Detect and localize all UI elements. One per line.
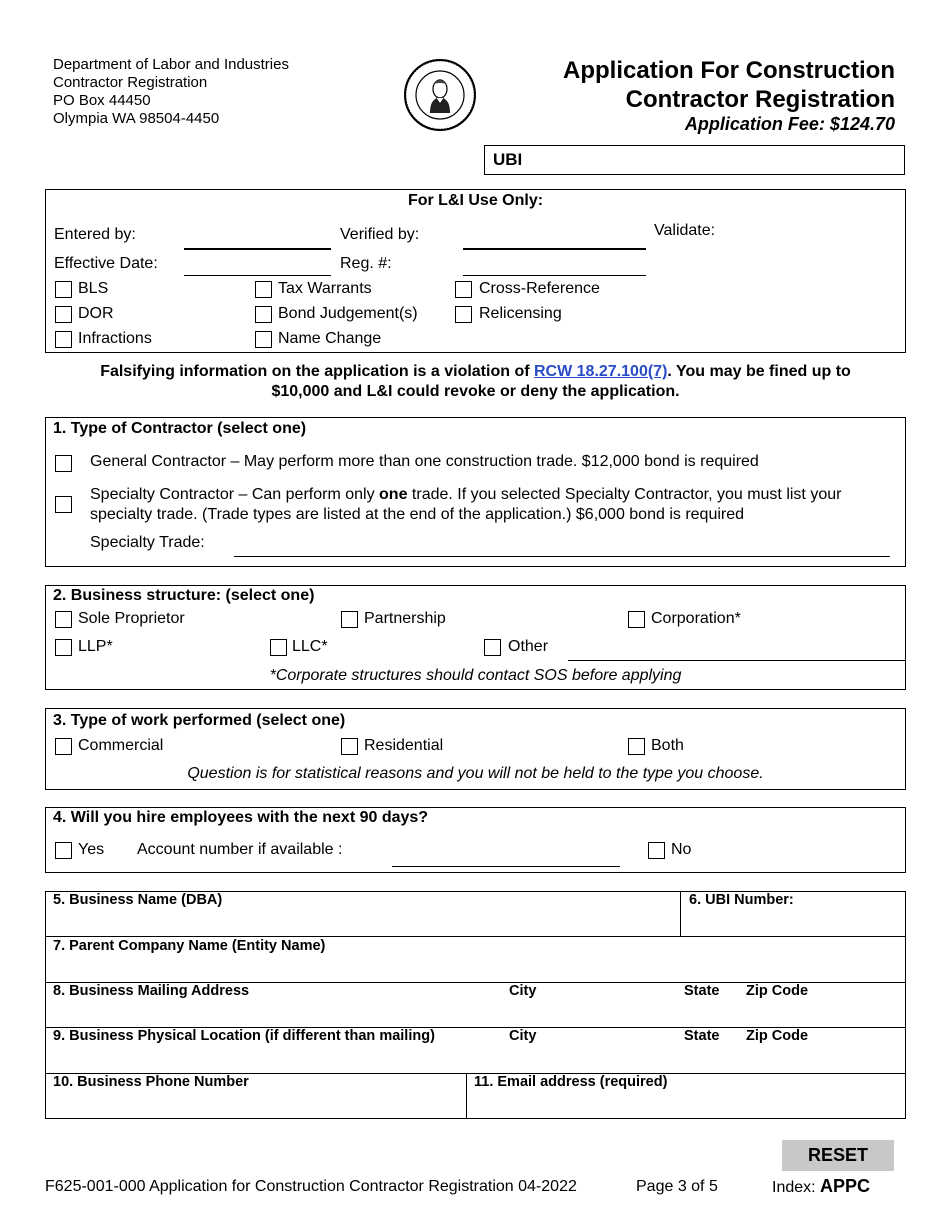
table-divider <box>45 936 906 937</box>
specialty-contractor-checkbox[interactable] <box>55 496 72 513</box>
validate-label: Validate: <box>654 222 716 239</box>
corporation-checkbox[interactable] <box>628 611 645 628</box>
hire-yes-label: Yes <box>78 841 105 858</box>
dept-line4: Olympia WA 98504-4450 <box>53 110 220 127</box>
account-number-line[interactable] <box>392 866 620 867</box>
phone-label: 10. Business Phone Number <box>53 1074 249 1090</box>
state-seal-icon <box>403 58 477 132</box>
specialty-bold: one <box>379 486 408 503</box>
general-contractor-label: General Contractor – May perform more than one construction trade. $12,000 bond is required <box>90 453 759 470</box>
section4-title: 4. Will you hire employees with the next 90 days? <box>53 809 429 826</box>
phone-input[interactable] <box>47 1093 463 1117</box>
mailing-state-label: State <box>684 983 720 999</box>
commercial-checkbox[interactable] <box>55 738 72 755</box>
specialty-line2: specialty trade. (Trade types are listed at the end of the application.) $6,000 bond is required <box>90 506 745 523</box>
specialty-contractor-label <box>90 485 902 525</box>
section2-title: 2. Business structure: (select one) <box>53 587 315 604</box>
general-contractor-checkbox[interactable] <box>55 455 72 472</box>
physical-location-label: 9. Business Physical Location (if different than mailing) <box>53 1028 435 1044</box>
bond-judgement-label: Bond Judgement(s) <box>278 305 418 322</box>
bls-checkbox[interactable] <box>55 281 72 298</box>
mailing-address-input[interactable] <box>47 1001 903 1025</box>
corporation-label: Corporation* <box>651 610 741 627</box>
physical-state-label: State <box>684 1028 720 1044</box>
dor-label: DOR <box>78 305 114 322</box>
partnership-label: Partnership <box>364 610 446 627</box>
business-name-input[interactable] <box>47 910 677 934</box>
account-number-label: Account number if available : <box>137 841 343 858</box>
sole-proprietor-checkbox[interactable] <box>55 611 72 628</box>
section2-note: *Corporate structures should contact SOS before applying <box>269 667 682 684</box>
specialty-pre: Specialty Contractor – Can perform only <box>90 486 380 503</box>
verified-by-line[interactable] <box>463 248 646 250</box>
effective-date-label: Effective Date: <box>54 255 158 272</box>
specialty-trade-label: Specialty Trade: <box>90 534 205 551</box>
email-input[interactable] <box>469 1093 903 1117</box>
email-label: 11. Email address (required) <box>474 1074 668 1090</box>
table-divider <box>680 891 681 936</box>
ubi-number-label: 6. UBI Number: <box>689 892 794 908</box>
specialty-trade-line[interactable] <box>234 556 890 557</box>
department-address <box>53 56 289 128</box>
mailing-address-label: 8. Business Mailing Address <box>53 983 250 999</box>
llc-checkbox[interactable] <box>270 639 287 656</box>
bls-label: BLS <box>78 280 109 297</box>
other-specify-line[interactable] <box>568 660 906 661</box>
other-label: Other <box>508 638 549 655</box>
mailing-zip-label: Zip Code <box>746 983 809 999</box>
dept-line3: PO Box 44450 <box>53 92 151 109</box>
rcw-link[interactable]: RCW 18.27.100(7) <box>534 363 668 380</box>
title-line2: Contractor Registration <box>625 86 895 113</box>
cross-reference-checkbox[interactable] <box>455 281 472 298</box>
page-number: Page 3 of 5 <box>636 1178 718 1195</box>
other-checkbox[interactable] <box>484 639 501 656</box>
parent-company-label: 7. Parent Company Name (Entity Name) <box>53 938 326 954</box>
tax-warrants-label: Tax Warrants <box>278 280 372 297</box>
section3-title: 3. Type of work performed (select one) <box>53 712 346 729</box>
reset-button[interactable]: RESET <box>782 1140 894 1171</box>
mailing-city-label: City <box>509 983 537 999</box>
form-title <box>563 56 895 114</box>
application-fee: Application Fee: $124.70 <box>684 114 895 134</box>
li-use-title: For L&I Use Only: <box>407 192 544 209</box>
section1-title: 1. Type of Contractor (select one) <box>53 420 307 437</box>
effective-date-line[interactable] <box>184 275 331 276</box>
entered-by-line[interactable] <box>184 248 331 250</box>
parent-company-input[interactable] <box>47 956 903 980</box>
residential-label: Residential <box>364 737 444 754</box>
llc-label: LLC* <box>292 638 328 655</box>
ubi-field[interactable] <box>484 145 905 175</box>
form-id: F625-001-000 Application for Construction Contractor Registration 04-2022 <box>45 1178 577 1195</box>
tax-warrants-checkbox[interactable] <box>255 281 272 298</box>
cross-reference-label: Cross-Reference <box>479 280 600 297</box>
name-change-checkbox[interactable] <box>255 331 272 348</box>
hire-no-label: No <box>671 841 692 858</box>
both-checkbox[interactable] <box>628 738 645 755</box>
section3-note: Question is for statistical reasons and you will not be held to the type you choose. <box>187 765 764 782</box>
dept-line1: Department of Labor and Industries <box>53 56 289 73</box>
dor-checkbox[interactable] <box>55 306 72 323</box>
index-value: APPC <box>820 1176 871 1196</box>
li-use-only-box <box>45 189 906 353</box>
index-label: Index: <box>772 1179 821 1196</box>
entered-by-label: Entered by: <box>54 226 136 243</box>
table-divider <box>466 1073 467 1119</box>
reg-number-label: Reg. #: <box>340 255 392 272</box>
warning-line2: $10,000 and L&I could revoke or deny the application. <box>271 383 680 400</box>
physical-zip-label: Zip Code <box>746 1028 809 1044</box>
verified-by-label: Verified by: <box>340 226 420 243</box>
title-line1: Application For Construction <box>563 57 895 84</box>
specialty-post: trade. If you selected Specialty Contractor, you must list your <box>407 486 842 503</box>
llp-checkbox[interactable] <box>55 639 72 656</box>
business-name-label: 5. Business Name (DBA) <box>53 892 223 908</box>
llp-label: LLP* <box>78 638 113 655</box>
form-index <box>772 1176 870 1197</box>
residential-checkbox[interactable] <box>341 738 358 755</box>
relicensing-checkbox[interactable] <box>455 306 472 323</box>
name-change-label: Name Change <box>278 330 382 347</box>
partnership-checkbox[interactable] <box>341 611 358 628</box>
falsifying-warning <box>45 362 906 402</box>
reg-number-line[interactable] <box>463 275 646 276</box>
physical-location-input[interactable] <box>47 1047 903 1071</box>
bond-judgement-checkbox[interactable] <box>255 306 272 323</box>
ubi-label: UBI <box>493 150 523 169</box>
both-label: Both <box>651 737 684 754</box>
warning-post: . You may be fined up to <box>667 363 851 380</box>
hire-no-checkbox[interactable] <box>648 842 665 859</box>
ubi-number-input[interactable] <box>683 910 903 934</box>
physical-city-label: City <box>509 1028 537 1044</box>
sole-proprietor-label: Sole Proprietor <box>78 610 185 627</box>
hire-yes-checkbox[interactable] <box>55 842 72 859</box>
commercial-label: Commercial <box>78 737 164 754</box>
dept-line2: Contractor Registration <box>53 74 208 91</box>
infractions-label: Infractions <box>78 330 152 347</box>
infractions-checkbox[interactable] <box>55 331 72 348</box>
warning-pre: Falsifying information on the application is a violation of <box>100 363 534 380</box>
relicensing-label: Relicensing <box>479 305 562 322</box>
